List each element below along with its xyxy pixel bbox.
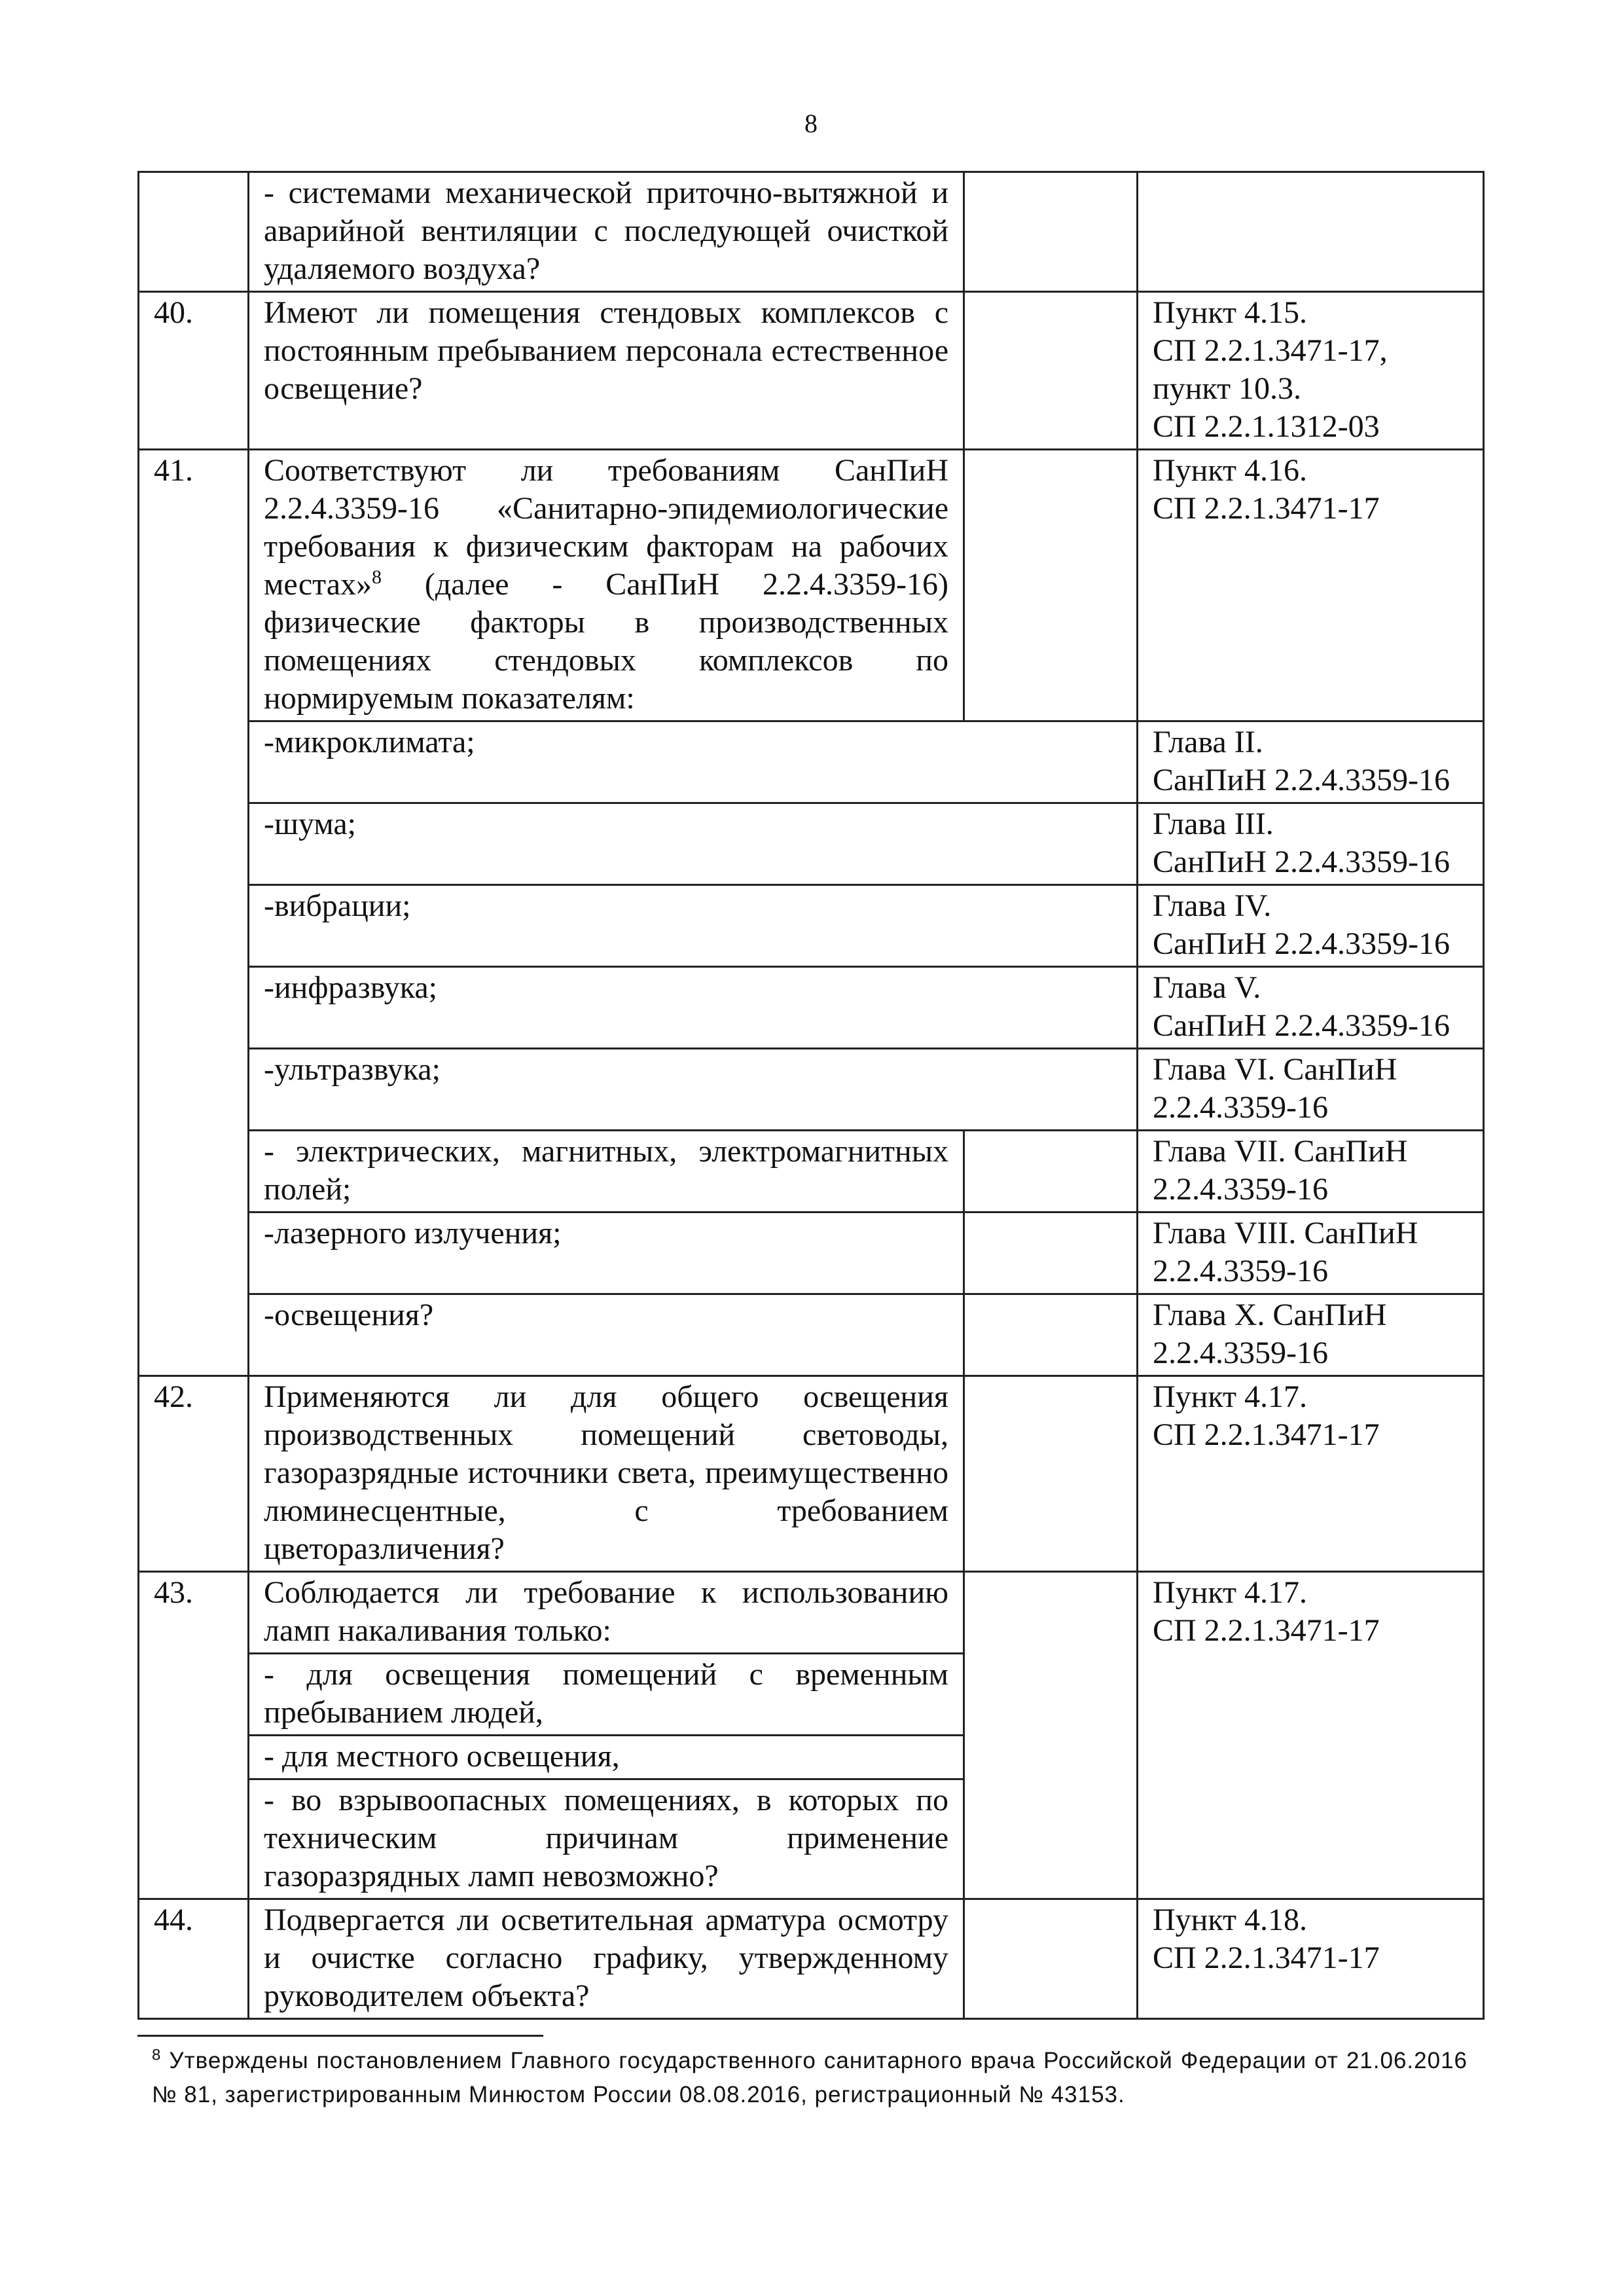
sub-item-text: - для освещения помещений с временным пребыванием людей, [249,1654,964,1736]
reference-cell [1138,1572,1484,1899]
reference-line: СП 2.2.1.3471-17 [1153,1613,1380,1648]
question-text: Соблюдается ли требование к использованию ламп накаливания только: [249,1572,964,1654]
reference-line: Глава VIII. СанПиН [1153,1216,1418,1250]
question-text-part: (далее - СанПиН 2.2.4.3359-16) физические факторы в производственных помещениях стендовых комплексов по нормируемым показателям: [264,567,948,716]
sub-item-text: -вибрации; [249,885,1138,967]
page-number: 8 [804,109,818,138]
row-number: 40. [139,292,249,450]
reference-line: СанПиН 2.2.4.3359-16 [1153,763,1451,797]
reference-cell [1138,1294,1484,1376]
reference-cell [1138,885,1484,967]
footnote-separator [137,2035,543,2037]
table-row [139,172,1484,292]
sub-item-text: -лазерного излучения; [249,1212,964,1294]
reference-line: Пункт 4.17. [1153,1575,1308,1610]
answer-cell [964,1294,1138,1376]
reference-line: СП 2.2.1.1312-03 [1153,409,1380,444]
question-text: Имеют ли помещения стендовых комплексов с постоянным пребыванием персонала естественное освещение? [249,292,964,450]
reference-line: Пункт 4.17. [1153,1379,1308,1414]
sub-item-text: -инфразвука; [249,967,1138,1049]
reference-line: 2.2.4.3359-16 [1153,1090,1328,1125]
table-row [139,292,1484,450]
row-number: 42. [139,1376,249,1572]
reference-line: 2.2.4.3359-16 [1153,1172,1328,1207]
reference-line: Глава V. [1153,970,1261,1005]
answer-cell [964,1572,1138,1899]
row-number: 44. [139,1899,249,2019]
table-row [139,1212,1484,1294]
answer-cell [964,292,1138,450]
reference-line: Пункт 4.16. [1153,453,1308,488]
table-row [139,967,1484,1049]
reference-cell [1138,721,1484,803]
table-row [139,1131,1484,1212]
checklist-table [137,171,1485,2020]
reference-line: СанПиН 2.2.4.3359-16 [1153,845,1451,879]
reference-line: СП 2.2.1.3471-17 [1153,491,1380,526]
table-row [139,1899,1484,2019]
answer-cell [964,172,1138,292]
question-text [249,450,964,721]
sub-item-text: - для местного освещения, [249,1736,964,1779]
reference-cell [1138,1212,1484,1294]
reference-line: Глава X. СанПиН [1153,1298,1387,1332]
row-number: 43. [139,1572,249,1899]
reference-cell [1138,1049,1484,1131]
reference-line: Глава VII. СанПиН [1153,1134,1408,1169]
reference-line: СанПиН 2.2.4.3359-16 [1153,1008,1451,1043]
reference-line: 2.2.4.3359-16 [1153,1336,1328,1370]
table-row [139,450,1484,721]
reference-cell [1138,1131,1484,1212]
reference-line: СП 2.2.1.3471-17, [1153,333,1388,368]
reference-line: Пункт 4.18. [1153,1903,1308,1937]
sub-item-text: -освещения? [249,1294,964,1376]
footnote-marker: 8 [152,2046,162,2064]
reference-cell [1138,450,1484,721]
table-row [139,1294,1484,1376]
reference-cell [1138,1899,1484,2019]
sub-item-text: -шума; [249,803,1138,885]
answer-cell [964,1376,1138,1572]
question-text-part: Соответствуют ли требованиям СанПиН 2.2.4.3359-16 «Санитарно-эпидемиологические требования к физическим факторам на рабочих местах» [264,453,948,602]
sub-item-text: - электрических, магнитных, электромагнитных полей; [249,1131,964,1212]
sub-item-text: -ультразвука; [249,1049,1138,1131]
footnote [152,2044,1468,2112]
reference-line: Глава VI. СанПиН [1153,1052,1397,1087]
table-row [139,885,1484,967]
answer-cell [964,1212,1138,1294]
reference-cell [1138,1376,1484,1572]
reference-line: пункт 10.3. [1153,371,1302,406]
reference-line: Глава III. [1153,807,1274,841]
footnote-text: Утверждены постановлением Главного государственного санитарного врача Российской Федерации от 21.06.2016 № 81, зарегистрированным Минюстом России 08.08.2016, регистрационный № 43153. [152,2048,1468,2107]
reference-line: Глава II. [1153,725,1263,759]
reference-line: Пункт 4.15. [1153,295,1308,330]
answer-cell [964,1899,1138,2019]
table-row [139,1049,1484,1131]
question-text: Применяются ли для общего освещения производственных помещений световоды, газоразрядные источники света, преимущественно люминесцентные, с требованием цветоразличения? [249,1376,964,1572]
sub-item-text: -микроклимата; [249,721,1138,803]
row-number: 41. [139,450,249,1376]
question-text: Подвергается ли осветительная арматура осмотру и очистке согласно графику, утвержденному руководителем объекта? [249,1899,964,2019]
reference-cell [1138,172,1484,292]
table-row [139,721,1484,803]
reference-line: 2.2.4.3359-16 [1153,1254,1328,1288]
sub-item-text: - во взрывоопасных помещениях, в которых по техническим причинам применение газоразрядных ламп невозможно? [249,1779,964,1899]
reference-cell [1138,803,1484,885]
answer-cell [964,450,1138,721]
row-number [139,172,249,292]
reference-line: СП 2.2.1.3471-17 [1153,1941,1380,1975]
reference-cell [1138,967,1484,1049]
reference-line: СП 2.2.1.3471-17 [1153,1417,1380,1452]
footnote-marker: 8 [372,566,382,588]
table-row [139,803,1484,885]
question-text: - системами механической приточно-вытяжной и аварийной вентиляции с последующей очисткой удаляемого воздуха? [249,172,964,292]
table-row [139,1376,1484,1572]
reference-line: СанПиН 2.2.4.3359-16 [1153,926,1451,961]
table-row [139,1572,1484,1654]
reference-line: Глава IV. [1153,888,1272,923]
reference-cell [1138,292,1484,450]
answer-cell [964,1131,1138,1212]
